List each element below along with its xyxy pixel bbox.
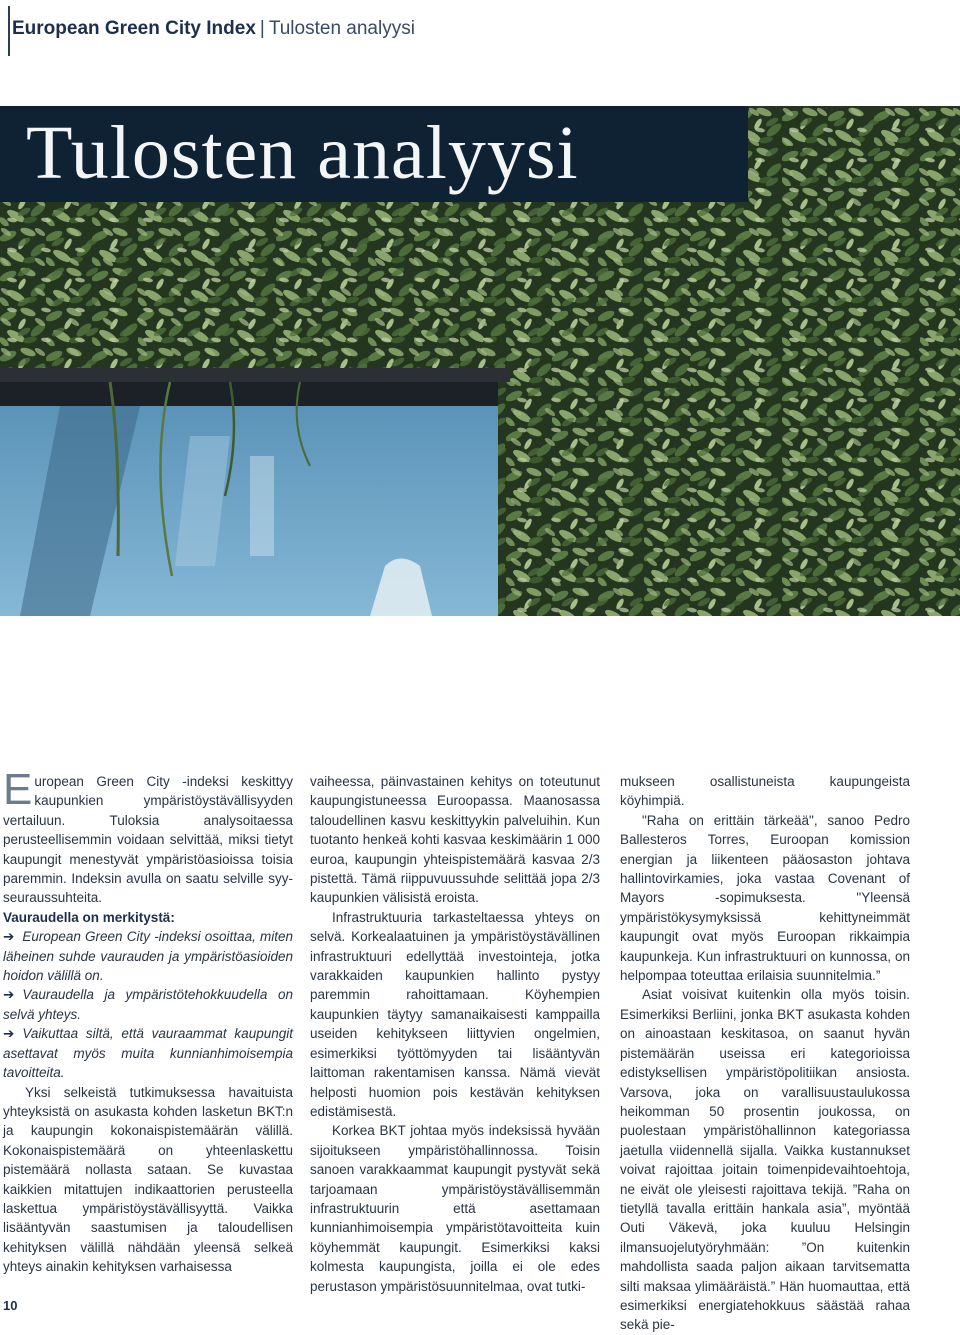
header-rule (8, 6, 10, 56)
key-points-heading: Vauraudella on merkitystä: (3, 909, 175, 925)
body-paragraph: Korkea BKT johtaa myös indeksissä hyvään sijoitukseen ympäristöhallinnossa. Toisin sanoen varakkaammat kaupungit pystyvät sekä tarjoamaan ympäristöystävällisemmän infrastruktuurin että asettamaan kunnianhimoisempia ympäristötavoitteita kuin köyhemmät kaupungit. Esimerkiksi kaksi kolmesta kaupungista, joilla ei ole edes perustason ympäristösuunnitelmaa, ovat tutki- (310, 1123, 600, 1294)
header-title (12, 18, 415, 40)
body-paragraph: Asiat voisivat kuitenkin olla myös toisin. Esimerkiksi Berliini, jonka BKT asukasta kohden on ainoastaan keskitasoa, on saanut hyvän pistemäärän useissa eri kategorioissa edistyksellisen ympäristöpolitiikan ansiosta. Varsova, joka on varallisuustaulukossa heikomman 50 prosentin joukossa, on puolestaan ympäristöhallinnon kategoriassa jaetulla viidennellä sijalla. Vaikka kustannukset voivat rajoittaa joitain toimenpidevaihtoehtoja, ne eivät ole yleisesti rajoittava tekijä. ”Raha on tietyllä tavalla erittäin hankala asia”, myöntää Outi Väkevä, joka kuuluu Helsingin ilmansuojelutyöryhmään: ”On kuitenkin mahdollista saada paljon aikaan tarvitsematta silti maksaa ylimääräistä.” Hän huomauttaa, että esimerkiksi energiatehokkuus säästää rahaa sekä pie- (620, 987, 910, 1333)
key-point-3-text: Vaikuttaa siltä, että vauraammat kaupungit asettavat myös muita kunnianhimoisempia tavoitteita. (3, 1026, 293, 1081)
key-point-1 (3, 927, 293, 985)
page-number: 10 (3, 1298, 18, 1313)
page-title: Tulosten analyysi (26, 111, 579, 195)
intro-text: uropean Green City -indeksi keskittyy kaupunkien ympäristöystävällisyyden vertailuun. Tuloksia analysoitaessa perusteellisemmin voidaan selvittää, miksi tietyt kaupungit menestyvät ympäristöasioissa toisia paremmin. Indeksin avulla on saatu selville syy-seuraussuhteita. (3, 774, 293, 906)
key-point-2 (3, 985, 293, 1024)
body-paragraph: vaiheessa, päinvastainen kehitys on toteutunut kaupungistuneessa Euroopassa. Maanosassa taloudellinen kasvu keskittyykin palveluihin. Kun tuotanto henkeä kohti kasvaa keskimäärin 1 000 euroa, kaupungin yhteispistemäärä kasvaa 2/3 pistettä. Tämä riippuvuussuhde selittää jopa 2/3 kaupunkien välisistä eroista. (310, 774, 600, 906)
header-separator: | (259, 18, 265, 39)
text-column-1 (3, 765, 293, 1277)
header-title-strong: European Green City Index (12, 18, 256, 39)
header-title-sub: Tulosten analyysi (268, 18, 415, 39)
arrow-right-icon: ➔ (3, 929, 15, 945)
arrow-right-icon: ➔ (3, 987, 15, 1003)
key-point-2-text: Vauraudella ja ympäristötehokkuudella on selvä yhteys. (3, 987, 293, 1022)
hero-title-box (0, 106, 748, 202)
text-column-3 (620, 772, 910, 1335)
drop-cap: E (3, 765, 33, 814)
arrow-right-icon: ➔ (3, 1026, 15, 1042)
key-point-1-text: European Green City -indeksi osoittaa, miten läheinen suhde vaurauden ja ympäristöasioiden hoidon välillä on. (3, 929, 293, 984)
body-paragraph: "Raha on erittäin tärkeää", sanoo Pedro Ballesteros Torres, Euroopan komission energian ja liikenteen pääosaston johtava hallintovirkamies, joka vastaa Covenant of Mayors -sopimuksesta. "Yleensä ympäristökysymyksissä kehittyneimmät kaupungit ovat myös Euroopan rikkaimpia kaupunkeja. Kun infrastruktuuri on kunnossa, on helpompaa toteuttaa erilaisia suunnitelmia.” (620, 812, 910, 984)
body-paragraph: mukseen osallistuneista kaupungeista köyhimpiä. (620, 774, 910, 809)
hero-photo (0, 106, 960, 616)
key-point-3 (3, 1024, 293, 1082)
running-header (0, 0, 960, 62)
text-column-2 (310, 772, 600, 1296)
intro-paragraph (3, 765, 293, 908)
body-paragraph: Yksi selkeistä tutkimuksessa havaituista yhteyksistä on asukasta kohden lasketun BKT:n ja kaupungin kokonaispistemäärän välillä. Kokonaispistemäärä on yhteenlaskettu pistemäärä nollasta sataan. Se kuvastaa kaikkien mitattujen indikaattorien perusteella laskettua ympäristöystävällisyyttä. Vaikka lisääntyvän saastumisen ja taloudellisen kehityksen välillä nähdään yleensä selkeä yhteys ainakin kehityksen varhaisessa (3, 1084, 293, 1275)
body-paragraph: Infrastruktuuria tarkasteltaessa yhteys on selvä. Korkealaatuinen ja ympäristöystävällinen infrastruktuuri edellyttää investointeja, jotka varakkaiden kaupunkien hallinto pystyy paremmin rahoittamaan. Köyhempien kaupunkien täytyy samanaikaisesti kamppailla useiden kehitykseen liittyvien ongelmien, esimerkiksi työttömyyden tai lisääntyvän laittoman rakentamisen kanssa. Nämä vievät helposti huomion pois kestävän kehityksen edistämisestä. (310, 909, 600, 1119)
